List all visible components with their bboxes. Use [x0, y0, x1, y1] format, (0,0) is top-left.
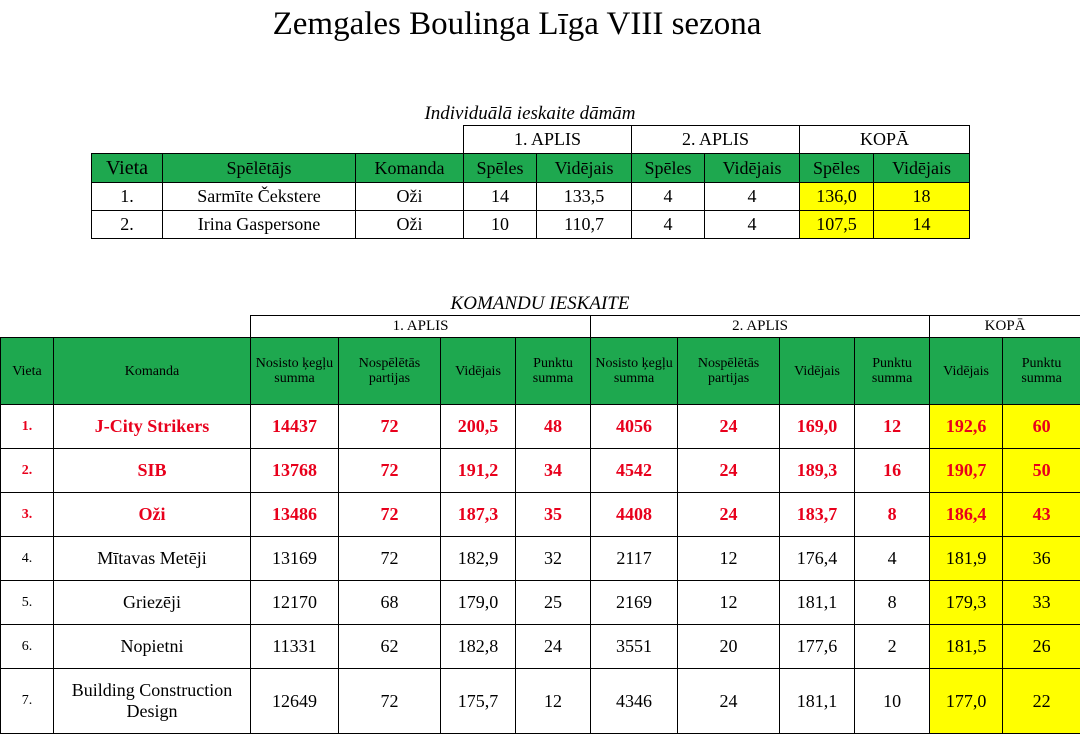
column-header: Punktu summa [1003, 338, 1080, 405]
table-cell: 24 [678, 669, 780, 734]
column-header: Punktu summa [855, 338, 930, 405]
table-cell: 181,9 [930, 537, 1003, 581]
table-cell: 72 [339, 669, 441, 734]
column-header: Vidējais [874, 154, 970, 183]
table-cell: 72 [339, 405, 441, 449]
table-cell: 3551 [591, 625, 678, 669]
team-table [0, 315, 1080, 734]
table-row [1, 493, 1080, 537]
table-cell: Sarmīte Čekstere [163, 183, 356, 211]
table-cell: 187,3 [441, 493, 516, 537]
table-cell: 177,0 [930, 669, 1003, 734]
table-cell: 12 [678, 537, 780, 581]
table-cell: 4346 [591, 669, 678, 734]
table-cell: 24 [516, 625, 591, 669]
table-cell: 8 [855, 493, 930, 537]
team-name-cell: Nopietni [54, 625, 251, 669]
page-title: Zemgales Boulinga Līga VIII sezona [272, 6, 762, 42]
table-cell: 179,0 [441, 581, 516, 625]
table-cell: 34 [516, 449, 591, 493]
column-header: Punktu summa [516, 338, 591, 405]
table-cell: 169,0 [780, 405, 855, 449]
table-cell: 2169 [591, 581, 678, 625]
table-cell: 136,0 [800, 183, 874, 211]
table-cell: 50 [1003, 449, 1080, 493]
rank-cell: 6. [1, 625, 54, 669]
column-header: Spēlētājs [163, 154, 356, 183]
table-cell: 8 [855, 581, 930, 625]
table-cell: 175,7 [441, 669, 516, 734]
table-cell: 16 [855, 449, 930, 493]
table-cell: 11331 [251, 625, 339, 669]
table-cell: 72 [339, 537, 441, 581]
table-cell: 33 [1003, 581, 1080, 625]
table-cell: 4 [632, 211, 705, 239]
table-cell: 4408 [591, 493, 678, 537]
table-cell: 200,5 [441, 405, 516, 449]
table-cell: 4 [855, 537, 930, 581]
column-header: Vidējais [930, 338, 1003, 405]
table-row [1, 669, 1080, 734]
table-cell: 25 [516, 581, 591, 625]
table-cell: 182,9 [441, 537, 516, 581]
rank-cell: 1. [1, 405, 54, 449]
team-name-cell: Mītavas Metēji [54, 537, 251, 581]
table-cell: 177,6 [780, 625, 855, 669]
table-cell: 35 [516, 493, 591, 537]
column-header: Nosisto ķegļu summa [591, 338, 678, 405]
table-cell: 72 [339, 493, 441, 537]
table-cell: 181,5 [930, 625, 1003, 669]
column-header: Komanda [356, 154, 464, 183]
table-cell: 2. [92, 211, 163, 239]
table-cell: Oži [356, 211, 464, 239]
table-cell: 14 [464, 183, 537, 211]
column-header: Vidējais [780, 338, 855, 405]
table-cell: 32 [516, 537, 591, 581]
table-cell: 176,4 [780, 537, 855, 581]
rank-cell: 7. [1, 669, 54, 734]
table-cell: 36 [1003, 537, 1080, 581]
table-cell: 183,7 [780, 493, 855, 537]
group-header-total: KOPĀ [930, 316, 1080, 338]
table-cell: 192,6 [930, 405, 1003, 449]
table-cell: 18 [874, 183, 970, 211]
table-cell: 4 [705, 183, 800, 211]
table-cell: 10 [855, 669, 930, 734]
column-header: Vieta [1, 338, 54, 405]
table-row [1, 405, 1080, 449]
table-cell: 190,7 [930, 449, 1003, 493]
rank-cell: 5. [1, 581, 54, 625]
table-cell: 4542 [591, 449, 678, 493]
table-cell: 110,7 [537, 211, 632, 239]
column-header: Nospēlētās partijas [678, 338, 780, 405]
table-cell: 2117 [591, 537, 678, 581]
table-row [92, 211, 970, 239]
table-cell: 4 [705, 211, 800, 239]
table-cell: 12 [855, 405, 930, 449]
table-cell: 189,3 [780, 449, 855, 493]
team-name-cell: J-City Strikers [54, 405, 251, 449]
table-cell: 12 [516, 669, 591, 734]
rank-cell: 4. [1, 537, 54, 581]
table-cell: 43 [1003, 493, 1080, 537]
table-cell: 68 [339, 581, 441, 625]
column-header: Vidējais [441, 338, 516, 405]
table-cell: 133,5 [537, 183, 632, 211]
individual-table [91, 125, 970, 239]
table-cell: 4 [632, 183, 705, 211]
table-cell: 186,4 [930, 493, 1003, 537]
rank-cell: 3. [1, 493, 54, 537]
table-cell: Irina Gaspersone [163, 211, 356, 239]
column-header: Komanda [54, 338, 251, 405]
table-cell: 26 [1003, 625, 1080, 669]
table-cell: 179,3 [930, 581, 1003, 625]
table-cell: 14437 [251, 405, 339, 449]
table-row [1, 449, 1080, 493]
table-cell: 24 [678, 449, 780, 493]
table-cell: 191,2 [441, 449, 516, 493]
column-header: Spēles [632, 154, 705, 183]
table-cell: Oži [356, 183, 464, 211]
table-row [1, 581, 1080, 625]
table-cell: 12 [678, 581, 780, 625]
group-header-round1: 1. APLIS [251, 316, 591, 338]
table-cell: 14 [874, 211, 970, 239]
table-cell: 12170 [251, 581, 339, 625]
column-header: Nosisto ķegļu summa [251, 338, 339, 405]
individual-caption: Individuālā ieskaite dāmām [424, 103, 636, 124]
table-row [92, 183, 970, 211]
table-cell: 24 [678, 493, 780, 537]
table-row [1, 537, 1080, 581]
table-cell: 4056 [591, 405, 678, 449]
table-cell: 13169 [251, 537, 339, 581]
table-cell: 2 [855, 625, 930, 669]
table-cell: 20 [678, 625, 780, 669]
group-header-round1: 1. APLIS [464, 126, 632, 154]
table-cell: 12649 [251, 669, 339, 734]
table-cell: 24 [678, 405, 780, 449]
group-header-round2: 2. APLIS [632, 126, 800, 154]
table-cell: 1. [92, 183, 163, 211]
team-caption: KOMANDU IESKAITE [450, 293, 630, 314]
group-header-total: KOPĀ [800, 126, 970, 154]
table-row [1, 625, 1080, 669]
team-name-cell: Building Construction Design [54, 669, 251, 734]
table-cell: 181,1 [780, 669, 855, 734]
table-cell: 10 [464, 211, 537, 239]
table-cell: 62 [339, 625, 441, 669]
column-header: Vidējais [705, 154, 800, 183]
group-header-round2: 2. APLIS [591, 316, 930, 338]
table-cell: 107,5 [800, 211, 874, 239]
table-cell: 182,8 [441, 625, 516, 669]
column-header: Nospēlētās partijas [339, 338, 441, 405]
table-cell: 181,1 [780, 581, 855, 625]
table-cell: 48 [516, 405, 591, 449]
table-cell: 72 [339, 449, 441, 493]
table-cell: 13768 [251, 449, 339, 493]
column-header: Spēles [464, 154, 537, 183]
table-cell: 60 [1003, 405, 1080, 449]
column-header: Vidējais [537, 154, 632, 183]
column-header: Spēles [800, 154, 874, 183]
column-header: Vieta [92, 154, 163, 183]
rank-cell: 2. [1, 449, 54, 493]
team-name-cell: SIB [54, 449, 251, 493]
team-name-cell: Griezēji [54, 581, 251, 625]
team-name-cell: Oži [54, 493, 251, 537]
table-cell: 22 [1003, 669, 1080, 734]
table-cell: 13486 [251, 493, 339, 537]
